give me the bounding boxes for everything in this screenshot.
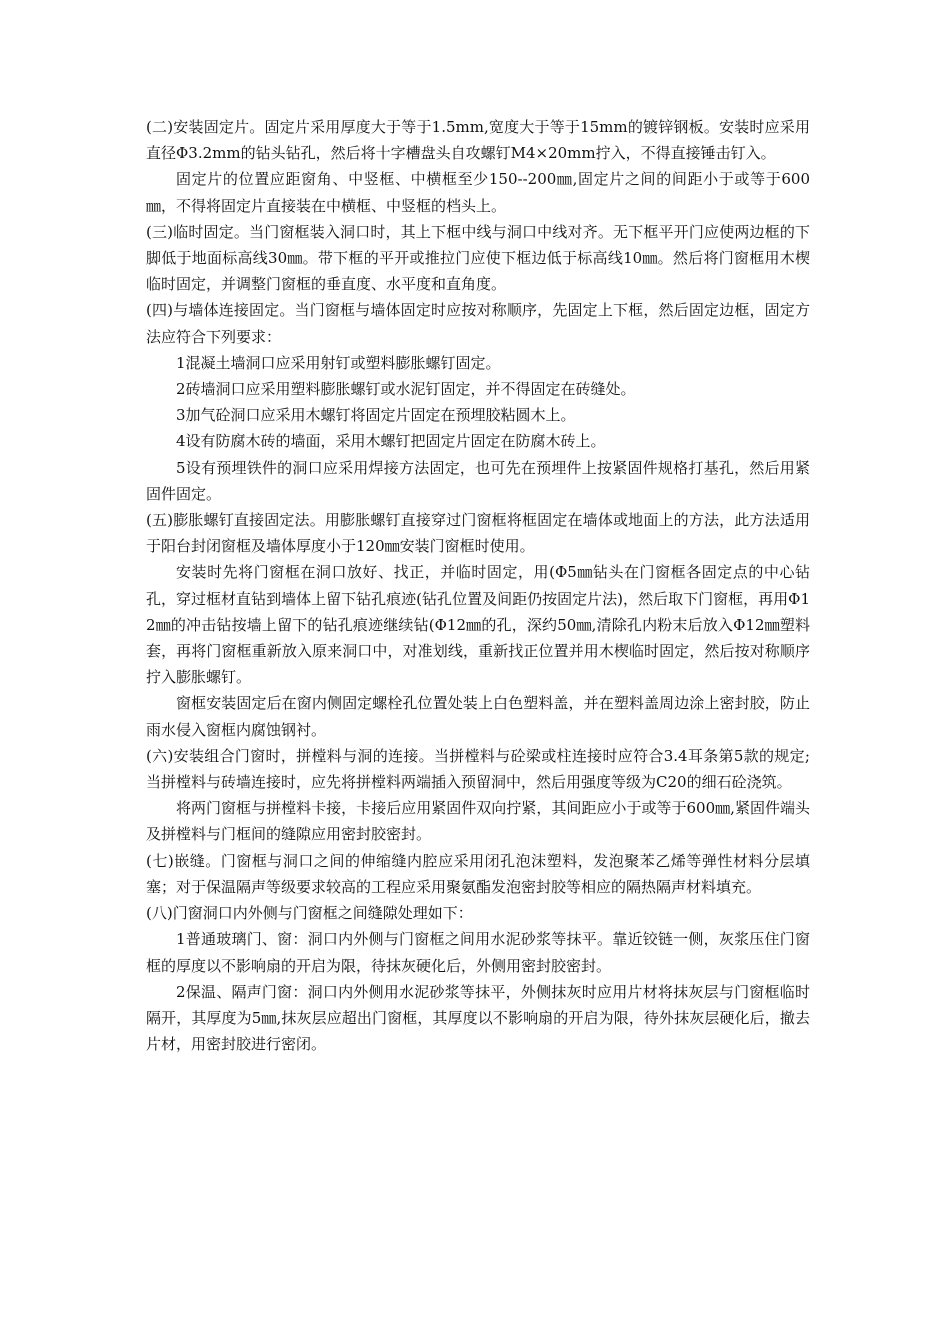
paragraph-sealing-cap: 窗框安装固定后在窗内侧固定螺栓孔位置处装上白色塑料盖，并在塑料盖周边涂上密封胶，防止雨水侵入窗框内腐蚀钢衬。	[146, 694, 810, 739]
paragraph-section-7: (七)嵌缝。门窗框与洞口之间的伸缩缝内腔应采用闭孔泡沫塑料，发泡聚苯乙烯等弹性材料分层填塞；对于保温隔声等级要求较高的工程应采用聚氨酯发泡密封胶等相应的隔热隔声材料填充。	[146, 851, 810, 896]
list-item-ordinary-glass: 1普通玻璃门、窗：洞口内外侧与门窗框之间用水泥砂浆等抹平。靠近铰链一侧，灰浆压住门窗框的厚度以不影响扇的开启为限，待抹灰硬化后，外侧用密封胶密封。	[146, 930, 810, 975]
paragraph-section-8: (八)门窗洞口内外侧与门窗框之间缝隙处理如下：	[146, 904, 473, 923]
paragraph-mullion-clamp: 将两门窗框与拼樘料卡接，卡接后应用紧固件双向拧紧，其间距应小于或等于600㎜,紧固件端头及拼樘料与门框间的缝隙应用密封胶密封。	[146, 799, 810, 844]
paragraph-section-2: (二)安装固定片。固定片采用厚度大于等于1.5mm,宽度大于等于15mm的镀锌钢板。安装时应采用直径Φ3.2mm的钻头钻孔，然后将十字槽盘头自攻螺钉M4×20mm拧入，不得直接锤击钉入。	[146, 118, 810, 163]
list-item-concrete-wall: 1混凝土墙洞口应采用射钉或塑料膨胀螺钉固定。	[176, 353, 501, 372]
list-item-aerated-concrete: 3加气砼洞口应采用木螺钉将固定片固定在预埋胶粘圆木上。	[176, 406, 576, 425]
list-item-brick-wall: 2砖墙洞口应采用塑料膨胀螺钉或水泥钉固定，并不得固定在砖缝处。	[176, 380, 636, 399]
list-item-insulated-doors: 2保温、隔声门窗：洞口内外侧用水泥砂浆等抹平，外侧抹灰时应用片材将抹灰层与门窗框临时隔开，其厚度为5㎜,抹灰层应超出门窗框，其厚度以不影响扇的开启为限，待外抹灰层硬化后，撤去片材，用密封胶进行密闭。	[146, 982, 810, 1054]
document-body	[146, 114, 810, 1057]
paragraph-fixing-plate-position: 固定片的位置应距窗角、中竖框、中横框至少150--200㎜,固定片之间的间距小于或等于600㎜，不得将固定片直接装在中横框、中竖框的档头上。	[146, 170, 810, 215]
list-item-embedded-iron: 5设有预埋铁件的洞口应采用焊接方法固定，也可先在预埋件上按紧固件规格打基孔，然后用紧固件固定。	[146, 458, 810, 503]
paragraph-section-4: (四)与墙体连接固定。当门窗框与墙体固定时应按对称顺序，先固定上下框，然后固定边框，固定方法应符合下列要求：	[146, 301, 810, 346]
paragraph-section-5: (五)膨胀螺钉直接固定法。用膨胀螺钉直接穿过门窗框将框固定在墙体或地面上的方法，此方法适用于阳台封闭窗框及墙体厚度小于120㎜安装门窗框时使用。	[146, 511, 810, 556]
paragraph-installation-steps: 安装时先将门窗框在洞口放好、找正，并临时固定，用(Φ5㎜钻头在门窗框各固定点的中心钻孔，穿过框材直钻到墙体上留下钻孔痕迹(钻孔位置及间距仍按固定片法)，然后取下门窗框，再用Φ12㎜的冲击钻按墙上留下的钻孔痕迹继续钻(Φ12㎜的孔，深约50㎜,清除孔内粉末后放入Φ12㎜塑料套，再将门窗框重新放入原来洞口中，对准划线，重新找正位置并用木楔临时固定，然后按对称顺序拧入膨胀螺钉。	[146, 563, 810, 687]
list-item-anticorrosive-brick: 4设有防腐木砖的墙面，采用木螺钉把固定片固定在防腐木砖上。	[176, 432, 606, 451]
paragraph-section-6: (六)安装组合门窗时，拼樘料与洞的连接。当拼樘料与砼梁或柱连接时应符合3.4耳条第5款的规定;当拼樘料与砖墙连接时，应先将拼樘料两端插入预留洞中，然后用强度等级为C20的细石砼浇筑。	[146, 746, 810, 792]
paragraph-section-3: (三)临时固定。当门窗框装入洞口时，其上下框中线与洞口中线对齐。无下框平开门应使两边框的下脚低于地面标高线30㎜。带下框的平开或推拉门应使下框边低于标高线10㎜。然后将门窗框用木楔临时固定，并调整门窗框的垂直度、水平度和直角度。	[146, 222, 810, 294]
